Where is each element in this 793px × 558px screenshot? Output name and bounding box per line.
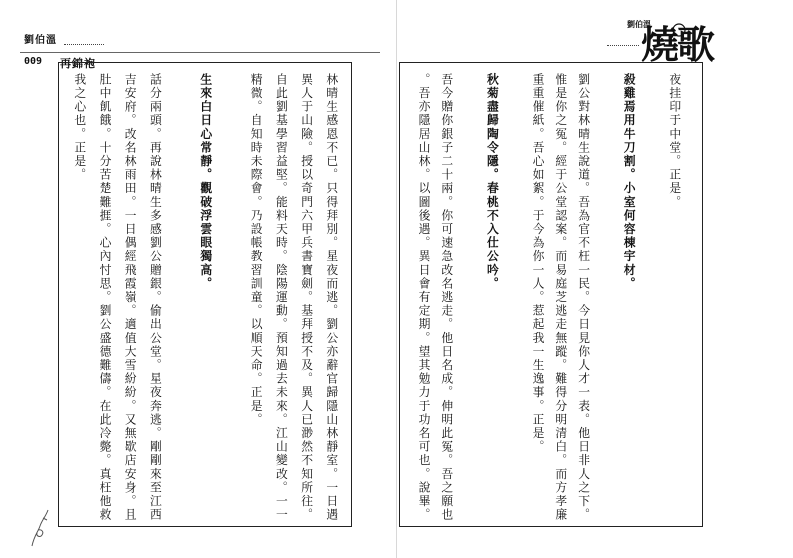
text-column: 。吾亦隱居山林。以圖後遇。異日會有定期。望其勉力于功名可也。說畢。 [416,73,431,522]
poem-column: 殺雞焉用牛刀割。小室何容棟宇材。 [622,73,637,291]
right-page [397,0,793,558]
header-book-title: 劉伯溫 [24,35,57,46]
text-column: 夜挂印于中堂。正是。 [667,73,682,209]
text-column: 話分兩頭。再說林晴生多感劉公贈銀。偷出公堂。星夜奔逃。剛剛來至江西 [148,73,163,522]
text-column: 劉公對林晴生說道。吾為官不枉一民。今日見你人才一表。他日非人之下。 [576,73,591,522]
header-dotted-rule [607,45,639,46]
chapter-subtitle: 再錦袍 [60,57,96,70]
left-text-frame [58,62,352,527]
poem-column: 生來白日心常靜。觀破浮雲眼獨高。 [198,73,213,291]
text-column: 自此劉基學習益堅。能料天時。陰陽運動。預知過去未來。江山變改。一一 [274,73,289,522]
header-book-title: 劉伯溫 [627,19,651,29]
text-column: 精微。自知時未際會。乃設帳教習訓童。以順天命。正是。 [249,73,264,427]
header-dotted-rule [64,44,104,45]
poem-column: 秋菊盡歸陶令隱。春桃不入仕公吟。 [485,73,500,291]
text-column: 肚中飢餓。十分苦楚難捱。心內忖思。劉公盛德難儔。在此冷斃。真枉他救 [97,73,112,522]
text-column: 異人于山險。授以奇門六甲兵書寶劍。基拜授不及。異人已渺然不知所往。 [299,73,314,522]
text-column: 惟是你之冤。經于公堂認案。而易庭芝逃走無蹤。難得分明清白。而方孝廉 [553,73,568,522]
text-column: 林晴生感恩不已。只得拜別。星夜而逃。劉公亦辭官歸隱山林靜室。一日遇 [324,73,339,522]
page-number: 009 [24,56,43,67]
header-rule [20,52,380,53]
logo-text: 燒歌 [641,22,714,66]
right-text-frame [399,62,703,527]
text-column: 吾今贈你銀子二十兩。你可速急改名逃走。他日名成。伸明此冤。吾之願也 [439,73,454,522]
text-column: 吉安府。改名林雨田。一日偶經飛霞嶺。適值大雪紛紛。又無歇店安身。且 [123,73,138,522]
left-page [0,0,396,558]
text-column: 我之心也。正是。 [72,73,87,182]
text-column: 重重催紙。吾心如絮。于今為你一人。惹起我一生逸事。正是。 [530,73,545,454]
book-logo [637,14,757,66]
pencil-doodle-icon [28,508,52,548]
